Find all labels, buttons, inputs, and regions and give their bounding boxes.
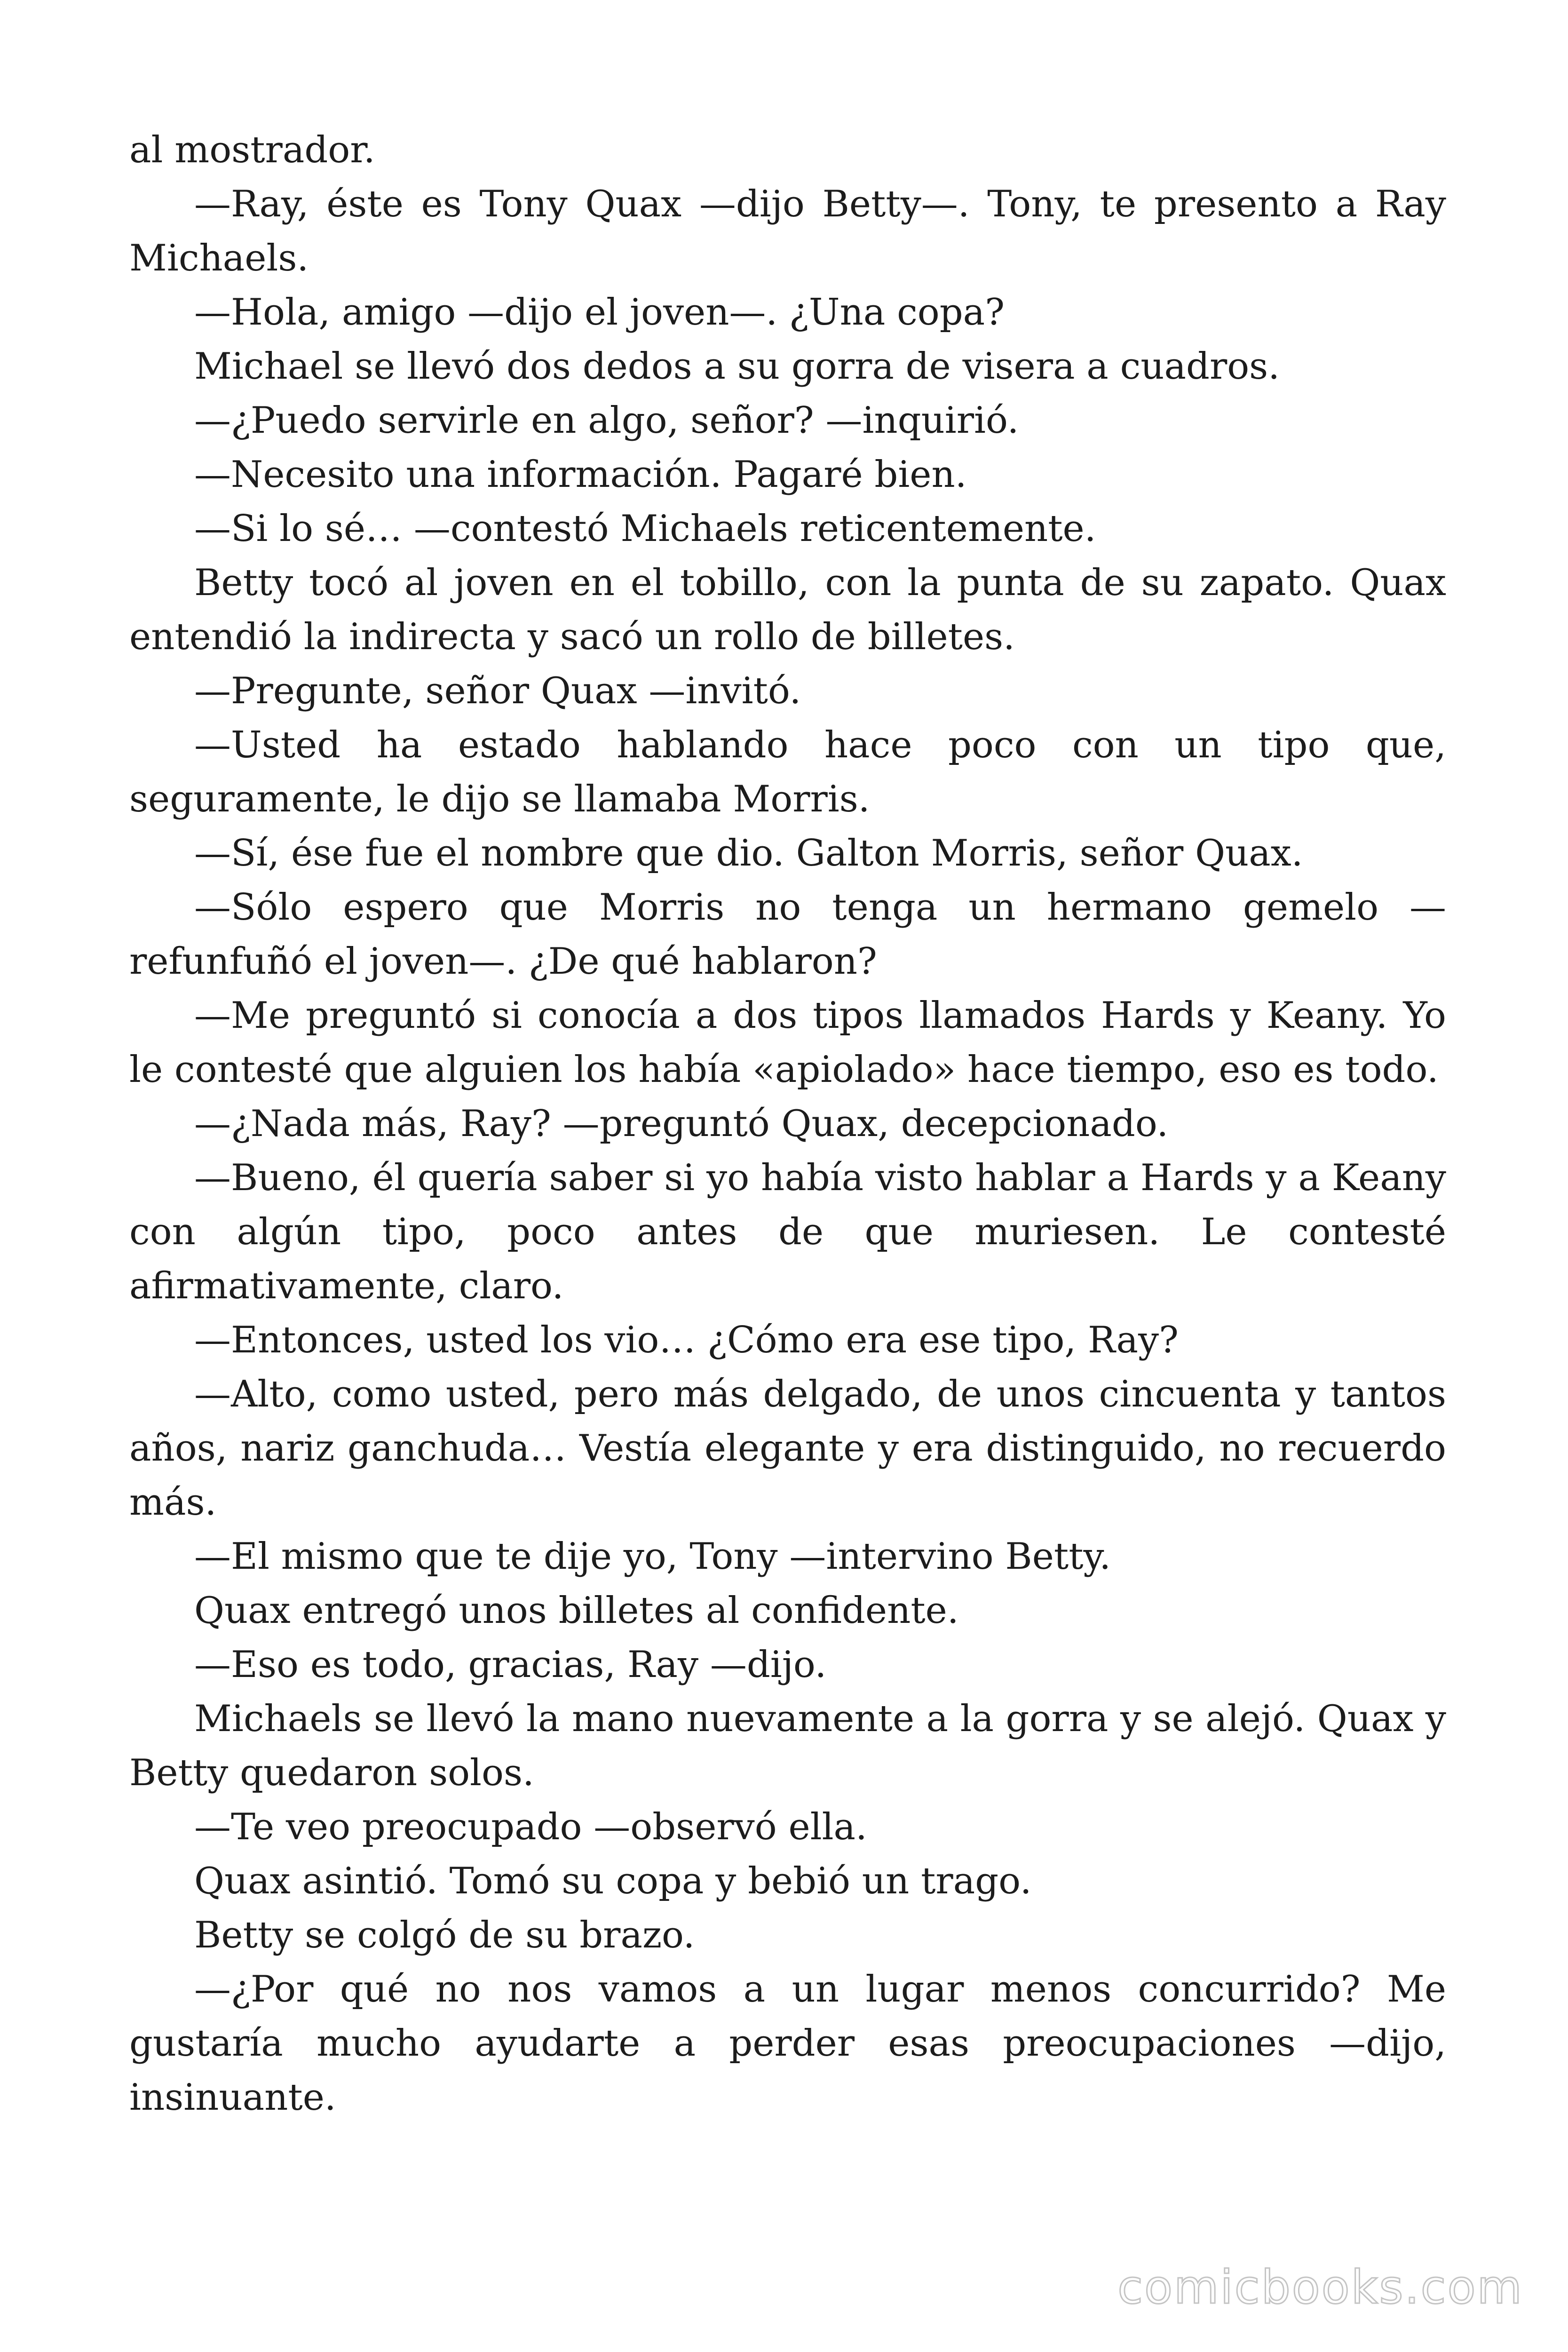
paragraph: Michael se llevó dos dedos a su gorra de visera a cuadros. [194,345,1280,388]
page-text [129,123,1446,2125]
paragraph: —¿Nada más, Ray? —preguntó Quax, decepcionado. [194,1103,1169,1145]
paragraph: —Te veo preocupado —observó ella. [194,1806,867,1848]
paragraph: —Alto, como usted, pero más delgado, de unos cincuenta y tantos años, nariz ganchuda… Vestía elegante y era distinguido, no recuerdo más. [129,1373,1446,1524]
paragraph: —¿Puedo servirle en algo, señor? —inquirió. [194,399,1019,442]
paragraph: —Si lo sé… —contestó Michaels reticentemente. [194,508,1096,550]
paragraph: al mostrador. [129,129,375,171]
paragraph: —Eso es todo, gracias, Ray —dijo. [194,1644,827,1686]
paragraph: —Sí, ése fue el nombre que dio. Galton Morris, señor Quax. [194,832,1303,874]
paragraph: Quax asintió. Tomó su copa y bebió un trago. [194,1860,1032,1902]
paragraph: Quax entregó unos billetes al confidente. [194,1589,959,1632]
paragraph: Michaels se llevó la mano nuevamente a la gorra y se alejó. Quax y Betty quedaron solos. [129,1698,1446,1794]
paragraph: —Necesito una información. Pagaré bien. [194,453,967,496]
paragraph: —Hola, amigo —dijo el joven—. ¿Una copa? [194,291,1005,334]
paragraph: Betty se colgó de su brazo. [194,1914,695,1956]
paragraph: Betty tocó al joven en el tobillo, con la punta de su zapato. Quax entendió la indirecta y sacó un rollo de billetes. [129,562,1446,658]
paragraph: —Me preguntó si conocía a dos tipos llamados Hards y Keany. Yo le contesté que alguien los había «apiolado» hace tiempo, eso es todo. [129,994,1446,1091]
paragraph: —El mismo que te dije yo, Tony —intervino Betty. [194,1535,1111,1578]
paragraph: —Sólo espero que Morris no tenga un hermano gemelo —refunfuñó el joven—. ¿De qué hablaron? [129,886,1446,983]
paragraph: —Ray, éste es Tony Quax —dijo Betty—. Tony, te presento a Ray Michaels. [129,183,1446,279]
paragraph: —Usted ha estado hablando hace poco con un tipo que, seguramente, le dijo se llamaba Morris. [129,724,1446,820]
paragraph: —Bueno, él quería saber si yo había visto hablar a Hards y a Keany con algún tipo, poco antes de que muriesen. Le contesté afirmativamente, claro. [129,1157,1446,1307]
paragraph: —Entonces, usted los vio… ¿Cómo era ese tipo, Ray? [194,1319,1179,1361]
paragraph: —¿Por qué no nos vamos a un lugar menos concurrido? Me gustaría mucho ayudarte a perder esas preocupaciones —dijo, insinuante. [129,1968,1446,2119]
paragraph: —Pregunte, señor Quax —invitó. [194,670,801,712]
watermark: comicbooks.com [1117,2261,1523,2314]
